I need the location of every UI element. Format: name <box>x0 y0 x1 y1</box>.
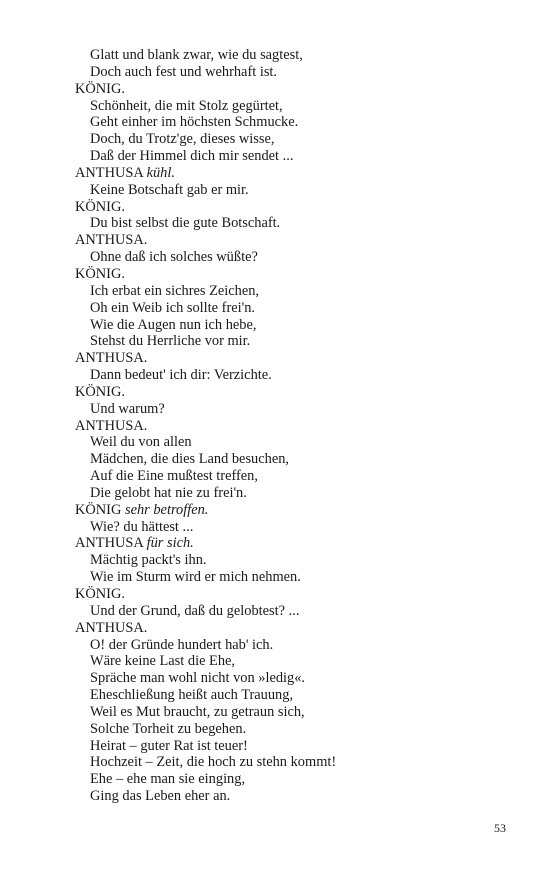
speaker-line <box>75 165 515 182</box>
verse-line: Auf die Eine mußtest treffen, <box>90 468 258 485</box>
verse-line: Wie die Augen nun ich hebe, <box>90 316 257 333</box>
verse-line: Daß der Himmel dich mir sendet ... <box>90 148 294 165</box>
speaker-name: ANTHUSA. <box>75 232 148 249</box>
speaker-line <box>75 418 515 435</box>
stage-direction: kühl. <box>146 164 175 181</box>
verse-line: Oh ein Weib ich sollte frei'n. <box>90 299 256 316</box>
speaker-line <box>75 620 515 637</box>
verse-line: Ging das Leben eher an. <box>90 788 231 805</box>
verse-line: Ehe – ehe man sie einging, <box>90 771 246 788</box>
speaker-line <box>75 586 515 603</box>
speaker-name: ANTHUSA <box>75 535 143 552</box>
play-text <box>75 47 515 805</box>
verse-line: Du bist selbst die gute Botschaft. <box>90 215 281 232</box>
verse-line: Ich erbat ein sichres Zeichen, <box>90 282 260 299</box>
speaker-name: ANTHUSA <box>75 164 143 181</box>
speaker-name: KÖNIG. <box>75 198 125 215</box>
verse-line: Hochzeit – Zeit, die hoch zu stehn kommt! <box>90 754 337 771</box>
speaker-name: ANTHUSA. <box>75 619 148 636</box>
verse-line: Spräche man wohl nicht von »ledig«. <box>90 670 306 687</box>
verse-line: Dann bedeut' ich dir: Verzichte. <box>90 367 272 384</box>
speaker-line <box>75 535 515 552</box>
speaker-line <box>75 350 515 367</box>
speaker-name: ANTHUSA. <box>75 350 148 367</box>
verse-line: Weil du von allen <box>90 434 192 451</box>
verse-line: Heirat – guter Rat ist teuer! <box>90 737 248 754</box>
verse-line: Die gelobt hat nie zu frei'n. <box>90 484 247 501</box>
verse-line: Und der Grund, daß du gelobtest? ... <box>90 602 300 619</box>
verse-line: O! der Gründe hundert hab' ich. <box>90 636 274 653</box>
speaker-line <box>75 232 515 249</box>
verse-line: Ohne daß ich solches wüßte? <box>90 249 258 266</box>
speaker-line <box>75 384 515 401</box>
stage-direction: für sich. <box>146 535 194 552</box>
speaker-name: KÖNIG <box>75 501 122 518</box>
page-number: 53 <box>494 821 506 835</box>
verse-line: Weil es Mut braucht, zu getraun sich, <box>90 703 305 720</box>
verse-line: Mächtig packt's ihn. <box>90 552 207 569</box>
verse-line: Eheschließung heißt auch Trauung, <box>90 687 294 704</box>
speaker-name: KÖNIG. <box>75 80 125 97</box>
verse-line: Und warum? <box>90 400 165 417</box>
verse-line: Stehst du Herrliche vor mir. <box>90 333 251 350</box>
speaker-line <box>75 266 515 283</box>
verse-line: Wie? du hättest ... <box>90 518 194 535</box>
verse-line: Doch auch fest und wehrhaft ist. <box>90 63 278 80</box>
verse-line: Glatt und blank zwar, wie du sagtest, <box>90 47 303 63</box>
speaker-line <box>75 199 515 216</box>
verse-line: Geht einher im höchsten Schmucke. <box>90 114 299 131</box>
speaker-line <box>75 81 515 98</box>
verse-line: Doch, du Trotz'ge, dieses wisse, <box>90 131 275 148</box>
speaker-line <box>75 502 515 519</box>
speaker-name: KÖNIG. <box>75 265 125 282</box>
verse-line: Schönheit, die mit Stolz gegürtet, <box>90 97 283 114</box>
verse-line: Mädchen, die dies Land besuchen, <box>90 451 290 468</box>
verse-line: Solche Torheit zu begehen. <box>90 720 247 737</box>
verse-line: Wäre keine Last die Ehe, <box>90 653 236 670</box>
verse-line: Keine Botschaft gab er mir. <box>90 181 249 198</box>
verse-line: Wie im Sturm wird er mich nehmen. <box>90 569 301 586</box>
speaker-name: KÖNIG. <box>75 383 125 400</box>
speaker-name: ANTHUSA. <box>75 417 148 434</box>
stage-direction: sehr betroffen. <box>124 501 209 518</box>
speaker-name: KÖNIG. <box>75 586 125 602</box>
